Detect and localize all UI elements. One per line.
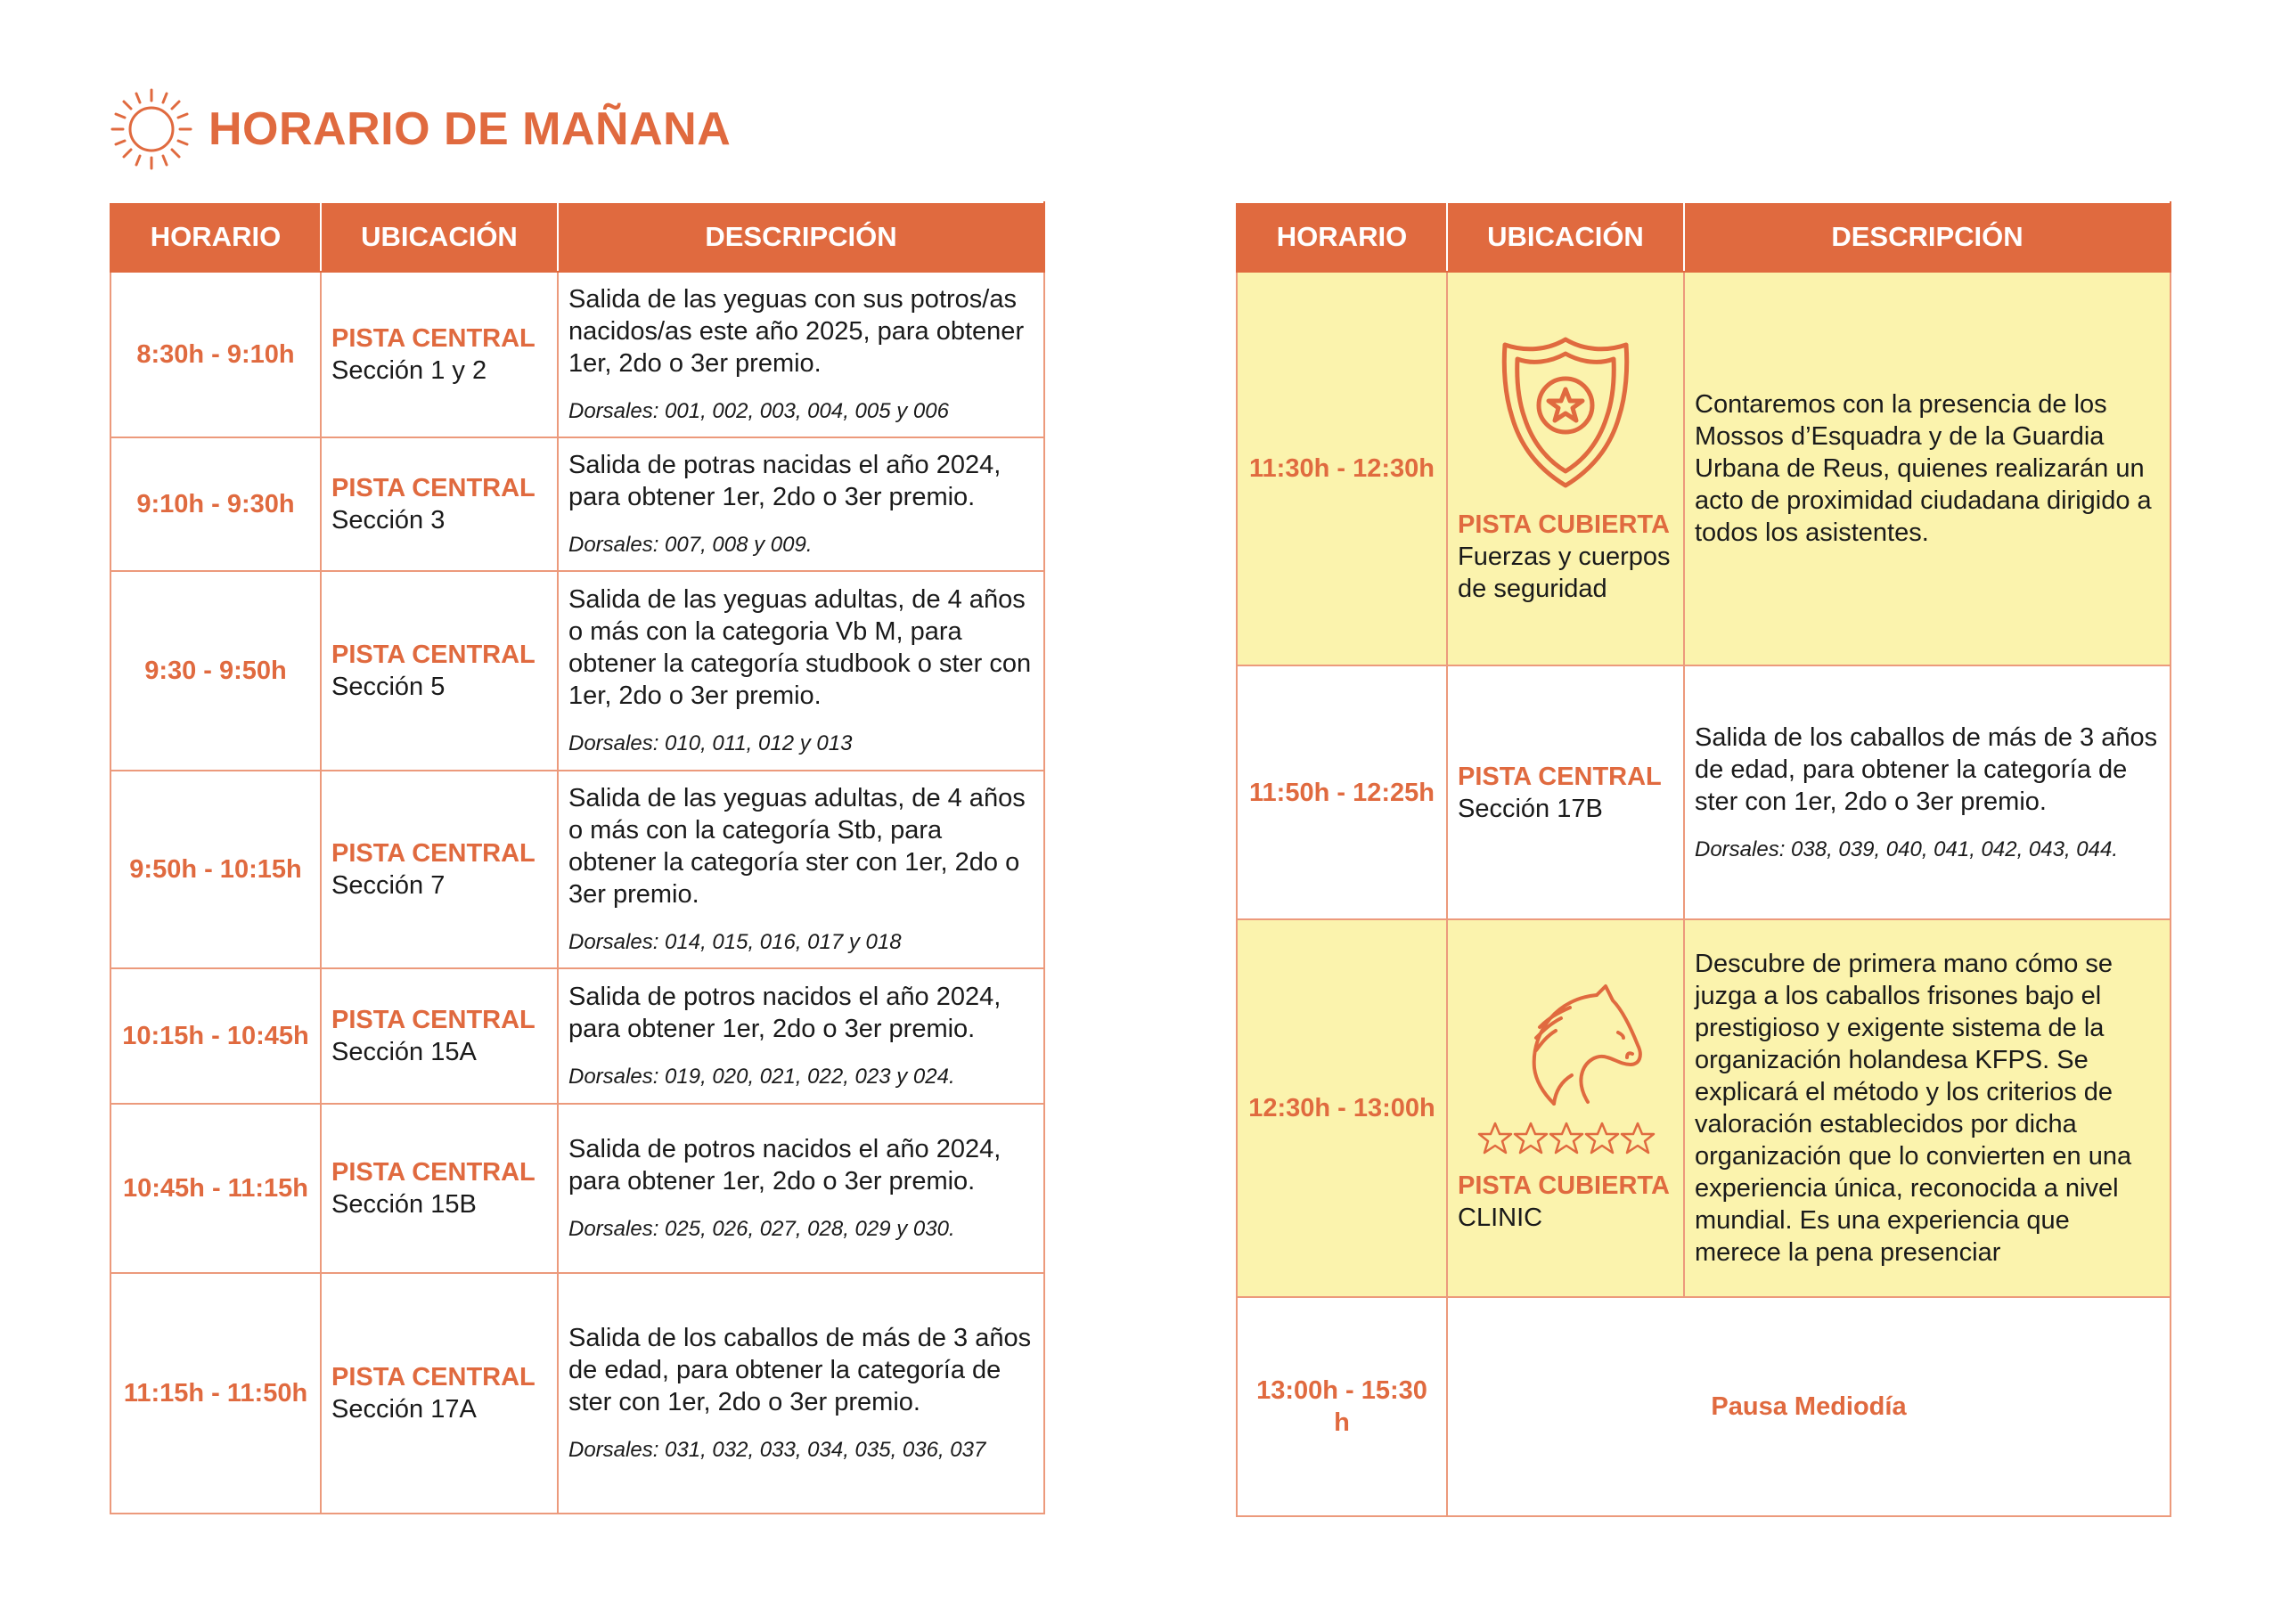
sun-icon [107, 85, 196, 174]
description-cell [1684, 665, 2171, 919]
location-cell [321, 437, 558, 571]
schedule-table-right [1236, 201, 2171, 1517]
table-header-row [110, 202, 1044, 272]
description-cell [1684, 919, 2171, 1297]
description-cell [558, 771, 1044, 968]
time-cell: 8:30h - 9:10h [110, 272, 321, 437]
description-text: Descubre de primera mano cómo se juzga a los caballos frisones bajo el prestigioso y exigente sistema de la organización holandesa KFPS. Se explicará el método y los criterios de valoración establecidos por dicha organización que lo convierten en una experiencia única, reconocida a nivel mundial. Es una experiencia que merece la pena presenciar [1695, 950, 2132, 1267]
location-name: PISTA CENTRAL [331, 324, 536, 353]
header-ubicacion: UBICACIÓN [321, 202, 558, 272]
dorsales-text: Dorsales: 014, 015, 016, 017 y 018 [568, 930, 902, 954]
header-horario: HORARIO [1237, 202, 1447, 272]
location-cell [321, 571, 558, 771]
header-descripcion: DESCRIPCIÓN [558, 202, 1044, 272]
table-header-row [1237, 202, 2171, 272]
location-cell [321, 272, 558, 437]
location-section: Sección 3 [331, 506, 446, 535]
time-cell: 10:45h - 11:15h [110, 1104, 321, 1273]
table-row [1237, 665, 2171, 919]
description-cell [558, 437, 1044, 571]
description-text: Salida de las yeguas adultas, de 4 años o más con la categoría Stb, para obtener la categoría ster con 1er, 2do o 3er premio. [568, 784, 1026, 909]
header-horario: HORARIO [110, 202, 321, 272]
location-name: PISTA CENTRAL [331, 1158, 536, 1187]
location-name: PISTA CENTRAL [331, 1006, 536, 1034]
time-cell: 13:00h - 15:30 h [1237, 1297, 1447, 1516]
table-row [110, 272, 1044, 437]
dorsales-text: Dorsales: 025, 026, 027, 028, 029 y 030. [568, 1217, 955, 1241]
description-text: Salida de las yeguas con sus potros/as nacidos/as este año 2025, para obtener 1er, 2do o 3er premio. [568, 285, 1025, 378]
description-cell [558, 272, 1044, 437]
dorsales-text: Dorsales: 019, 020, 021, 022, 023 y 024. [568, 1065, 955, 1089]
table-row [110, 771, 1044, 968]
description-cell [558, 1273, 1044, 1514]
location-section: Sección 17A [331, 1395, 477, 1424]
location-cell [1447, 919, 1684, 1297]
dorsales-text: Dorsales: 038, 039, 040, 041, 042, 043, 044. [1695, 836, 2119, 861]
location-name: PISTA CENTRAL [331, 474, 536, 502]
location-cell [1447, 665, 1684, 919]
table-row [110, 437, 1044, 571]
description-cell [1684, 272, 2171, 665]
description-text: Salida de potras nacidas el año 2024, para obtener 1er, 2do o 3er premio. [568, 451, 1002, 511]
table-row [110, 1104, 1044, 1273]
location-section: Sección 1 y 2 [331, 356, 487, 385]
description-text: Salida de las yeguas adultas, de 4 años o más con la categoria Vb M, para obtener la categoría studbook o ster con 1er, 2do o 3er premio. [568, 585, 1032, 710]
table-row [110, 571, 1044, 771]
page-title: HORARIO DE MAÑANA [208, 103, 732, 155]
dorsales-text: Dorsales: 031, 032, 033, 034, 035, 036, 037 [568, 1438, 986, 1462]
police-badge-icon [1494, 332, 1637, 493]
time-cell: 12:30h - 13:00h [1237, 919, 1447, 1297]
location-section: Sección 7 [331, 871, 446, 900]
location-name: PISTA CUBIERTA [1458, 1171, 1670, 1200]
table-row [1237, 272, 2171, 665]
description-cell [558, 968, 1044, 1104]
location-cell [321, 1273, 558, 1514]
header [107, 80, 731, 178]
description-text: Contaremos con la presencia de los Mossos d’Esquadra y de la Guardia Urbana de Reus, quienes realizarán un acto de proximidad ciudadana dirigido a todos los asistentes. [1695, 390, 2152, 547]
location-section: CLINIC [1458, 1204, 1543, 1232]
dorsales-text: Dorsales: 007, 008 y 009. [568, 533, 813, 557]
table-row [110, 968, 1044, 1104]
location-name: PISTA CENTRAL [331, 1363, 536, 1391]
header-descripcion: DESCRIPCIÓN [1684, 202, 2171, 272]
time-cell: 9:50h - 10:15h [110, 771, 321, 968]
schedule-table-left [110, 201, 1045, 1514]
time-cell: 9:10h - 9:30h [110, 437, 321, 571]
table-row [1237, 919, 2171, 1297]
location-section: Sección 15B [331, 1190, 477, 1219]
description-cell [558, 571, 1044, 771]
location-section: Fuerzas y cuerpos de seguridad [1458, 543, 1671, 603]
pause-cell: Pausa Mediodía [1447, 1297, 2171, 1516]
time-cell: 11:15h - 11:50h [110, 1273, 321, 1514]
time-cell: 11:30h - 12:30h [1237, 272, 1447, 665]
time-cell: 10:15h - 10:45h [110, 968, 321, 1104]
dorsales-text: Dorsales: 010, 011, 012 y 013 [568, 731, 853, 755]
location-cell [321, 1104, 558, 1273]
header-ubicacion: UBICACIÓN [1447, 202, 1684, 272]
location-name: PISTA CUBIERTA [1458, 510, 1670, 539]
dorsales-text: Dorsales: 001, 002, 003, 004, 005 y 006 [568, 399, 949, 423]
description-text: Salida de potros nacidos el año 2024, para obtener 1er, 2do o 3er premio. [568, 983, 1002, 1043]
description-text: Salida de potros nacidos el año 2024, para obtener 1er, 2do o 3er premio. [568, 1135, 1002, 1196]
location-cell [1447, 272, 1684, 665]
location-section: Sección 17B [1458, 794, 1603, 823]
description-text: Salida de los caballos de más de 3 años de edad, para obtener la categoría de ster con 1er, 2do o 3er premio. [568, 1324, 1032, 1416]
time-cell: 9:30 - 9:50h [110, 571, 321, 771]
location-cell [321, 771, 558, 968]
location-section: Sección 15A [331, 1038, 477, 1066]
description-cell [558, 1104, 1044, 1273]
location-section: Sección 5 [331, 673, 446, 701]
location-cell [321, 968, 558, 1104]
table-row [110, 1273, 1044, 1514]
table-row [1237, 1297, 2171, 1516]
horse-head-stars-icon [1463, 983, 1668, 1161]
location-name: PISTA CENTRAL [331, 839, 536, 868]
location-name: PISTA CENTRAL [1458, 762, 1662, 791]
location-name: PISTA CENTRAL [331, 641, 536, 669]
time-cell: 11:50h - 12:25h [1237, 665, 1447, 919]
description-text: Salida de los caballos de más de 3 años de edad, para obtener la categoría de ster con 1er, 2do o 3er premio. [1695, 722, 2158, 816]
